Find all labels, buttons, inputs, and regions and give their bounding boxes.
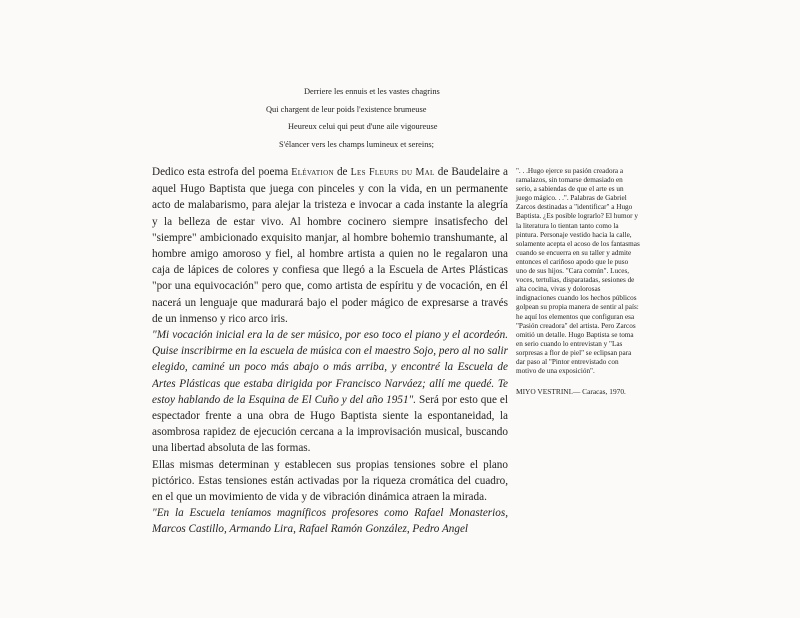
dedication-text-rest: de Baudelaire a aquel Hugo Baptista que juega con pinceles y con la vida, en un permanente acto de malabarismo, para alejar la tristeza e invocar a cada instante la alegría y la belleza de estar vivo. Al hombre cocinero siempre insatisfecho del "siempre" ambicionado exquisito manjar, al hombre bohemio transhumante, al hombre amigo amoroso y fiel, al hombre artista a quien no le regalaron una caja de lápices de colores y confiesa que llegó a la Escuela de Artes Plásticas "por una equivocación" pero que, como artista de espíritu y de vocación, en él nacerá un lenguaje que madurará bajo el poder mágico de expresarse a través de un inmenso y rico arco iris.	[152, 166, 508, 325]
main-text-column	[152, 164, 508, 584]
quote-vocation: "Mi vocación inicial era la de ser músico, por eso toco el piano y el acordeón. Quise inscribirme en la escuela de música con el maestro Sojo, pero al no salir elegido, caminé un poco más abajo o más arriba, y encontré la Escuela de Artes Plásticas que estaba dirigida por Francisco Narváez; allí me quedé. Te estoy hablando de la Esquina de El Cuño y del año 1951".	[152, 329, 508, 406]
epigraph-line: S'élancer vers les champs lumineux et sereins;	[279, 139, 435, 149]
signature: MIYO VESTRINI.— Caracas, 1970.	[516, 387, 626, 397]
paragraph-dedication	[152, 164, 508, 327]
poem-title: Elévation	[291, 167, 334, 178]
epigraph-line: Heureux celui qui peut d'une aile vigoureuse	[288, 122, 438, 131]
quote-teachers: "En la Escuela teníamos magníficos profesores como Rafael Monasterios, Marcos Castillo, Armando Lira, Rafael Ramón González, Pedro Angel	[152, 507, 508, 536]
sidebar-commentary	[516, 167, 640, 396]
paragraph-quote-vocation	[152, 327, 508, 457]
paragraph-spectator: Será por esto que el espectador frente a una obra de Hugo Baptista siente la espontaneidad, la asombrosa rapidez de ejecución cercana a la improvisación musical, buscando una libertad absoluta de las formas.	[152, 393, 508, 455]
epigraph-line: Qui chargent de leur poids l'existence brumeuse	[266, 104, 427, 114]
dedication-text-de: de	[333, 166, 351, 178]
book-title: Les Fleurs du Mal	[350, 167, 435, 178]
sidebar-text: ". . .Hugo ejerce su pasión creadora a ramalazos, sin tomarse demasiado en serio, a sabiendas de que el arte es un juego mágico. . .". Palabras de Gabriel Zarcos destinadas a "identificar" a Hugo Baptista. ¿Es posible lograrlo? El humor y la literatura lo tientan tanto como la pintura. Personaje vestido hacia la calle, solamente acepta el acoso de los fantasmas cuando se encuerra en su taller y admite entonces el cariñoso apodo que le puso uno de sus hijos. "Cara común". Luces, voces, tertulias, disparatadas, sesiones de alta cocina, vivas y dolorosas indignaciones cuando los hechos públicos golpean su propia manera de sentir al país: he aquí los elementos que configuran esa "Pasión creadora" del artista. Pero Zarcos omitió un detalle. Hugo Baptista se toma en serio cuando lo entrevistan y "Las sorpresas a flor de piel" se eclipsan para dar paso al "Pintor entrevistado con motivo de una exposición".	[516, 167, 640, 376]
paragraph-tensions: Ellas mismas determinan y establecen sus propias tensiones sobre el plano pictórico. Estas tensiones están activadas por la riqueza cromática del cuadro, en el que un movimiento de vida y de vibración dinámica atraen la mirada.	[152, 458, 508, 504]
dedication-text-start: Dedico esta estrofa del poema	[152, 166, 292, 178]
epigraph-line: Derriere les ennuis et les vastes chagrins	[304, 87, 440, 96]
epigraph-verse	[266, 83, 526, 153]
